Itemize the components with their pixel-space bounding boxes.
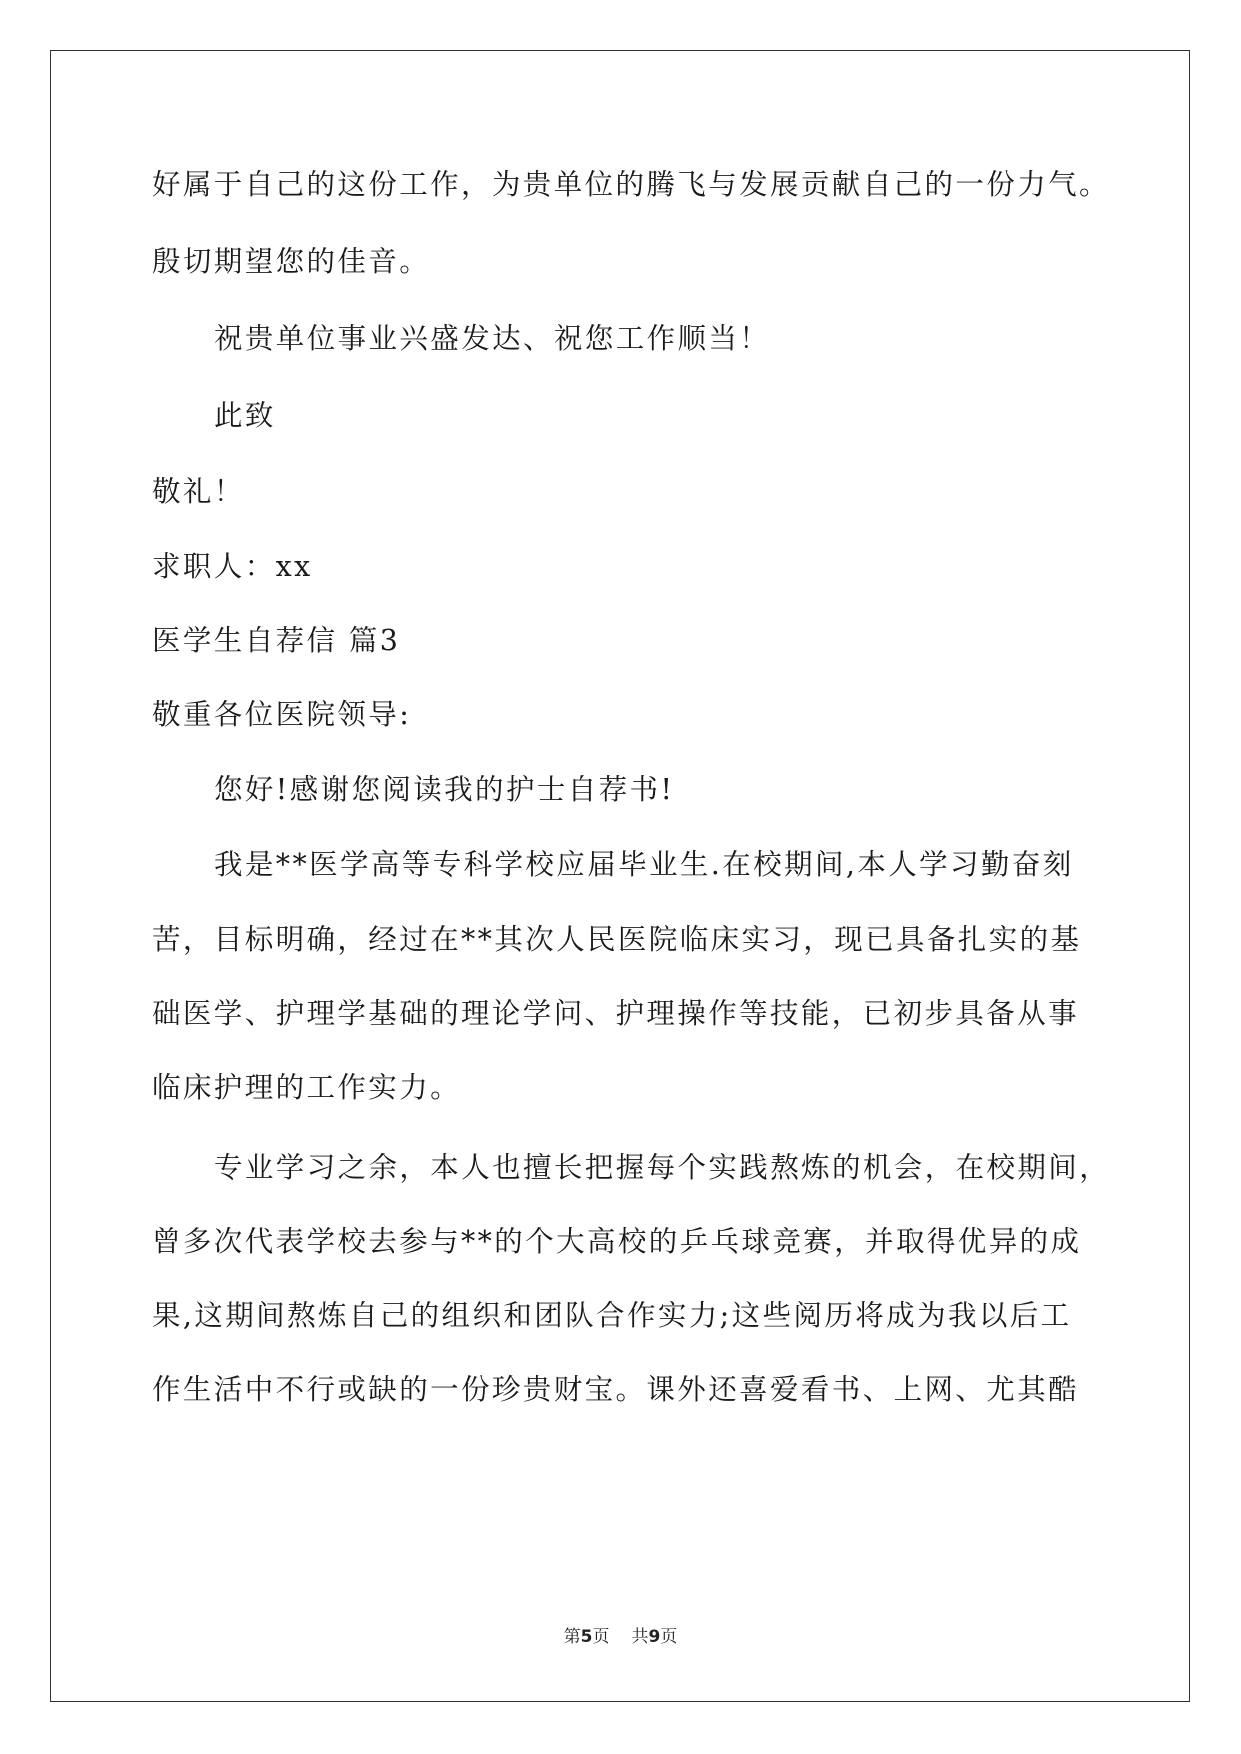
- text-line: 础医学、护理学基础的理论学问、护理操作等技能，已初步具备从事: [152, 997, 1080, 1030]
- text-line: 敬礼！: [152, 475, 245, 508]
- page-footer: [0, 1622, 1241, 1647]
- text-line: 殷切期望您的佳音。: [152, 245, 431, 278]
- salutation: 敬重各位医院领导:: [152, 698, 412, 731]
- text-line: 您好!感谢您阅读我的护士自荐书!: [214, 773, 675, 806]
- text-line: 曾多次代表学校去参与**的个大高校的乒乓球竞赛，并取得优异的成: [152, 1225, 1082, 1258]
- text-line: 专业学习之余，本人也擅长把握每个实践熬炼的机会，在校期间，: [214, 1151, 1111, 1184]
- page-number: 5: [580, 1627, 593, 1647]
- text-line: 此致: [214, 399, 276, 432]
- text-line: 祝贵单位事业兴盛发达、祝您工作顺当！: [214, 322, 771, 355]
- total-suffix: 页: [660, 1627, 678, 1647]
- section-heading: 医学生自荐信 篇3: [152, 624, 401, 657]
- text-line: 苦，目标明确，经过在**其次人民医院临床实习，现已具备扎实的基: [152, 923, 1082, 956]
- total-prefix: 共: [631, 1627, 649, 1647]
- page-prefix: 第: [563, 1627, 581, 1647]
- text-line: 好属于自己的这份工作，为贵单位的腾飞与发展贡献自己的一份力气。: [152, 168, 1110, 201]
- text-line: 作生活中不行或缺的一份珍贵财宝。课外还喜爱看书、上网、尤其酷: [152, 1373, 1080, 1406]
- page-suffix: 页: [592, 1627, 610, 1647]
- total-pages: 9: [648, 1627, 661, 1647]
- text-line: 求职人：xx: [152, 550, 313, 583]
- text-line: 果,这期间熬炼自己的组织和团队合作实力;这些阅历将成为我以后工: [152, 1299, 1072, 1332]
- text-line: 我是**医学高等专科学校应届毕业生.在校期间,本人学习勤奋刻: [214, 848, 1074, 881]
- text-line: 临床护理的工作实力。: [152, 1071, 462, 1104]
